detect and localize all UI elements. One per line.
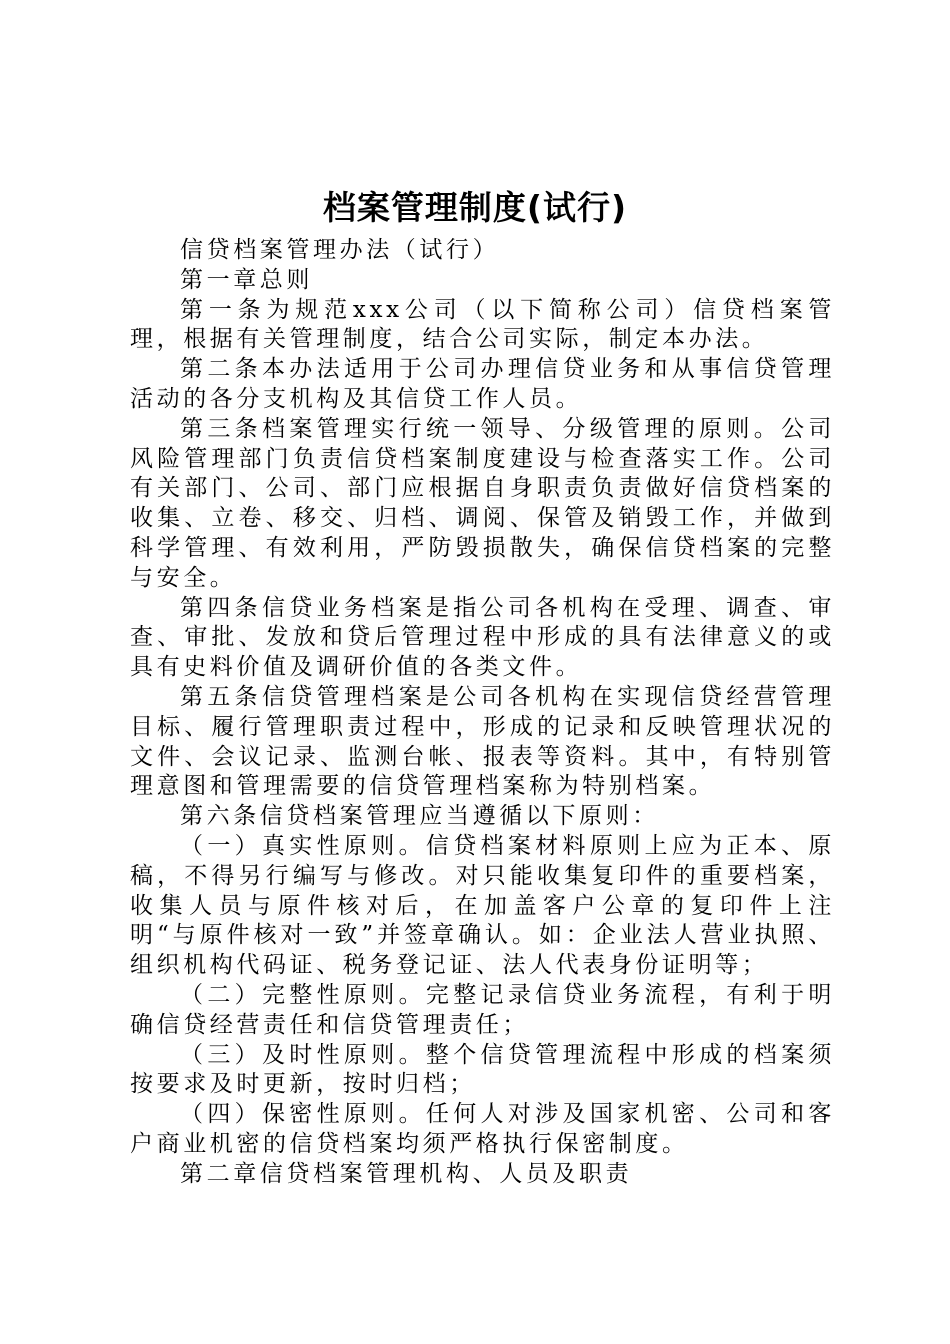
article-paragraph: 第一条为规范xxx公司（以下简称公司）信贷档案管理，根据有关管理制度，结合公司实际，制定本办法。 bbox=[130, 296, 835, 353]
principle-paragraph: （四）保密性原则。任何人对涉及国家机密、公司和客户商业机密的信贷档案均须严格执行保密制度。 bbox=[130, 1101, 835, 1157]
document-title: 档案管理制度(试行) bbox=[322, 188, 628, 227]
article-paragraph: 第二条本办法适用于公司办理信贷业务和从事信贷管理活动的各分支机构及其信贷工作人员。 bbox=[130, 356, 835, 412]
article-paragraph: 第六条信贷档案管理应当遵循以下原则： bbox=[180, 803, 659, 830]
article-paragraph: 第四条信贷业务档案是指公司各机构在受理、调查、审查、审批、发放和贷后管理过程中形成的具有法律意义的或具有史料价值及调研价值的各类文件。 bbox=[130, 594, 835, 681]
chapter-heading: 第一章总则 bbox=[180, 266, 313, 293]
principle-paragraph: （二）完整性原则。完整记录信贷业务流程，有利于明确信贷经营责任和信贷管理责任； bbox=[130, 981, 835, 1038]
article-paragraph: 第五条信贷管理档案是公司各机构在实现信贷经营管理目标、履行管理职责过程中，形成的记录和反映管理状况的文件、会议记录、监测台帐、报表等资料。其中，有特别管理意图和管理需要的信贷管理档案称为特别档案。 bbox=[130, 683, 835, 800]
subtitle-paragraph: 信贷档案管理办法（试行） bbox=[180, 237, 500, 263]
article-paragraph: 第三条档案管理实行统一领导、分级管理的原则。公司风险管理部门负责信贷档案制度建设与检查落实工作。公司有关部门、公司、部门应根据自身职责负责做好信贷档案的收集、立卷、移交、归档、调阅、保管及销毁工作，并做到科学管理、有效利用，严防毁损散失，确保信贷档案的完整与安全。 bbox=[130, 415, 835, 591]
principle-paragraph: （一）真实性原则。信贷档案材料原则上应为正本、原稿，不得另行编写与修改。对只能收集复印件的重要档案，收集人员与原件核对后，在加盖客户公章的复印件上注明“与原件核对一致”并签章确认。如：企业法人营业执照、组织机构代码证、税务登记证、法人代表身份证明等； bbox=[130, 832, 835, 979]
document-body bbox=[130, 236, 835, 1190]
chapter-heading: 第二章信贷档案管理机构、人员及职责 bbox=[180, 1160, 633, 1187]
principle-paragraph: （三）及时性原则。整个信贷管理流程中形成的档案须按要求及时更新，按时归档； bbox=[130, 1041, 835, 1098]
